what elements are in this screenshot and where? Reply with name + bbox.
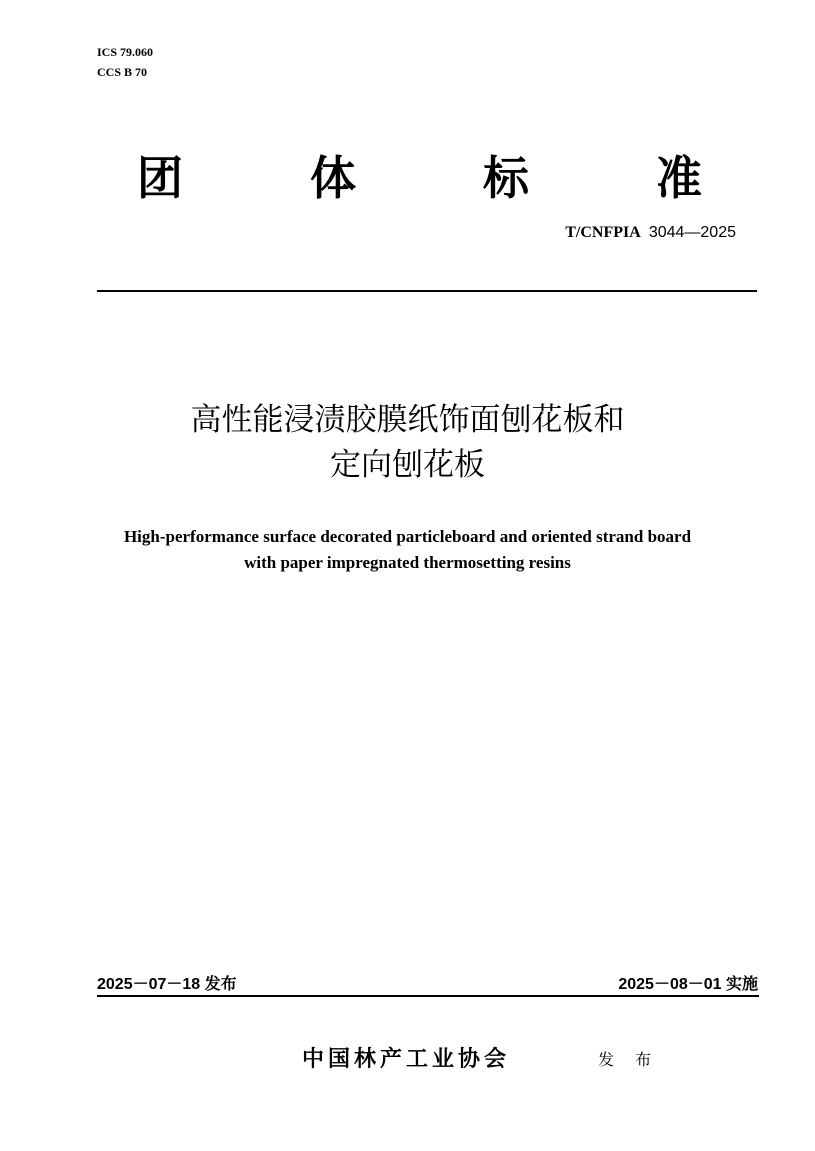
- document-type-heading: [0, 148, 815, 208]
- english-title: [0, 524, 815, 576]
- chinese-title: [0, 398, 815, 488]
- standard-number-value: 3044—2025: [648, 224, 736, 241]
- publisher-action: 发 布: [598, 1050, 660, 1069]
- publisher-name: 中国林产工业协会: [302, 1047, 511, 1072]
- standard-number: [565, 223, 736, 243]
- ics-code: ICS 79.060: [97, 45, 154, 59]
- standard-number-prefix: T/CNFPIA: [565, 224, 641, 241]
- doc-type-char-3: 标: [483, 151, 529, 205]
- implementation-date: 2025－08－01 实施: [618, 976, 758, 993]
- doc-type-char-2: 体: [310, 151, 356, 205]
- doc-type-char-4: 准: [656, 151, 702, 205]
- top-divider: [97, 290, 757, 292]
- publish-date: 2025－07－18 发布: [97, 976, 237, 993]
- bottom-divider: [97, 995, 759, 997]
- english-title-line-2: with paper impregnated thermosetting resins: [244, 553, 571, 572]
- ccs-code: CCS B 70: [97, 65, 148, 79]
- english-title-line-1: High-performance surface decorated particleboard and oriented strand board: [123, 527, 692, 546]
- chinese-title-line-2: 定向刨花板: [330, 447, 485, 483]
- classification-codes: [97, 42, 153, 82]
- chinese-title-line-1: 高性能浸渍胶膜纸饰面刨花板和: [190, 402, 625, 438]
- doc-type-char-1: 团: [137, 151, 183, 205]
